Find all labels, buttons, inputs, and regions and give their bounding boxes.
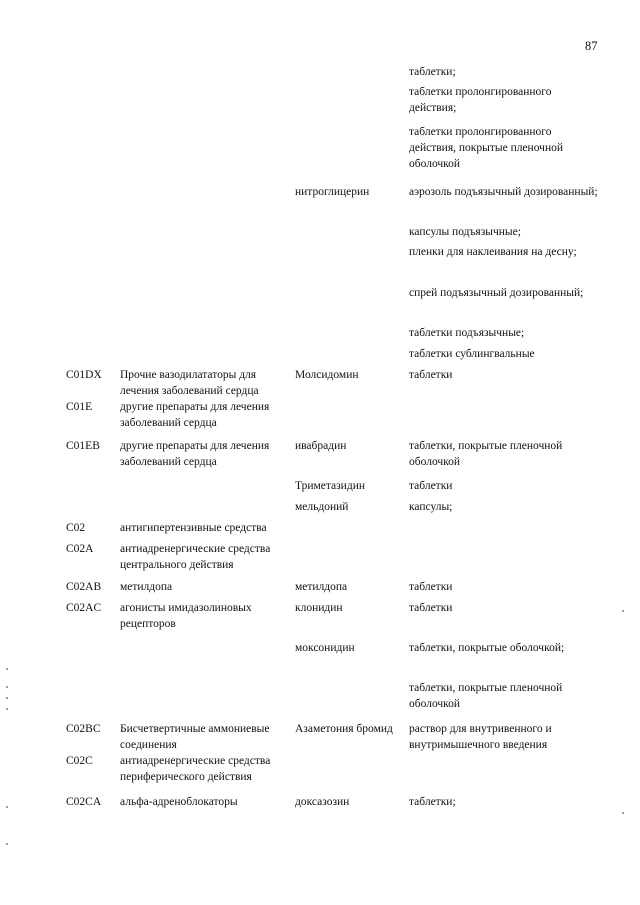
drug-name: мельдоний xyxy=(295,501,349,513)
atc-code: C01EB xyxy=(66,440,100,452)
atc-group: альфа-адреноблокаторы xyxy=(120,796,238,808)
dosage-form: аэрозоль подъязычный дозированный; xyxy=(409,186,598,198)
drug-name: моксонидин xyxy=(295,642,355,654)
scan-mark xyxy=(6,806,8,808)
atc-group: антиадренергические средства центрального действия xyxy=(120,543,271,571)
scan-mark xyxy=(6,708,8,710)
dosage-form: таблетки пролонгированного действия; xyxy=(409,86,552,114)
atc-group: Прочие вазодилататоры для лечения заболеваний сердца xyxy=(120,369,259,397)
scan-mark xyxy=(6,668,8,670)
dosage-form: капсулы; xyxy=(409,501,453,513)
atc-group: метилдопа xyxy=(120,581,173,593)
scan-mark xyxy=(6,697,8,699)
dosage-form: пленки для наклеивания на десну; xyxy=(409,246,577,258)
dosage-form: таблетки, покрытые пленочной оболочкой xyxy=(409,440,563,468)
drug-name: доксазозин xyxy=(295,796,350,808)
scan-mark xyxy=(622,610,624,612)
drug-name: Триметазидин xyxy=(295,480,365,492)
dosage-form: таблетки xyxy=(409,581,453,593)
atc-group: агонисты имидазолиновых рецепторов xyxy=(120,602,252,630)
drug-name: Молсидомин xyxy=(295,369,359,381)
dosage-form: раствор для внутривенного и внутримышечного введения xyxy=(409,723,552,751)
dosage-form: капсулы подъязычные; xyxy=(409,226,521,238)
atc-code: C02CA xyxy=(66,796,102,808)
atc-group: другие препараты для лечения заболеваний сердца xyxy=(120,440,270,468)
atc-code: C02 xyxy=(66,522,86,534)
dosage-form: таблетки пролонгированного действия, покрытые пленочной оболочкой xyxy=(409,126,564,170)
dosage-form: спрей подъязычный дозированный; xyxy=(409,287,584,299)
dosage-form: таблетки, покрытые оболочкой; xyxy=(409,642,565,654)
dosage-form: таблетки, покрытые пленочной оболочкой xyxy=(409,682,563,710)
atc-group: Бисчетвертичные аммониевые соединения xyxy=(120,723,270,751)
dosage-form: таблетки; xyxy=(409,796,456,808)
atc-group: антиадренергические средства периферического действия xyxy=(120,755,271,783)
drug-name: Азаметония бромид xyxy=(295,723,393,735)
atc-code: C02BC xyxy=(66,723,101,735)
atc-code: C01DX xyxy=(66,369,102,381)
scan-mark xyxy=(6,843,8,845)
atc-code: C02C xyxy=(66,755,93,767)
scan-mark xyxy=(622,812,624,814)
scan-mark xyxy=(6,686,8,688)
atc-group: другие препараты для лечения заболеваний сердца xyxy=(120,401,270,429)
dosage-form: таблетки сублингвальные xyxy=(409,348,535,360)
drug-name: клонидин xyxy=(295,602,343,614)
atc-code: C01E xyxy=(66,401,93,413)
atc-code: C02AB xyxy=(66,581,102,593)
dosage-form: таблетки; xyxy=(409,66,456,78)
dosage-form: таблетки xyxy=(409,369,453,381)
atc-group: антигипертензивные средства xyxy=(120,522,267,534)
drug-name: метилдопа xyxy=(295,581,348,593)
page-number: 87 xyxy=(585,39,598,53)
drug-name: ивабрадин xyxy=(295,440,347,452)
drug-name: нитроглицерин xyxy=(295,186,370,198)
dosage-form: таблетки xyxy=(409,480,453,492)
dosage-form: таблетки подъязычные; xyxy=(409,327,525,339)
atc-code: C02AC xyxy=(66,602,102,614)
dosage-form: таблетки xyxy=(409,602,453,614)
atc-code: C02A xyxy=(66,543,94,555)
